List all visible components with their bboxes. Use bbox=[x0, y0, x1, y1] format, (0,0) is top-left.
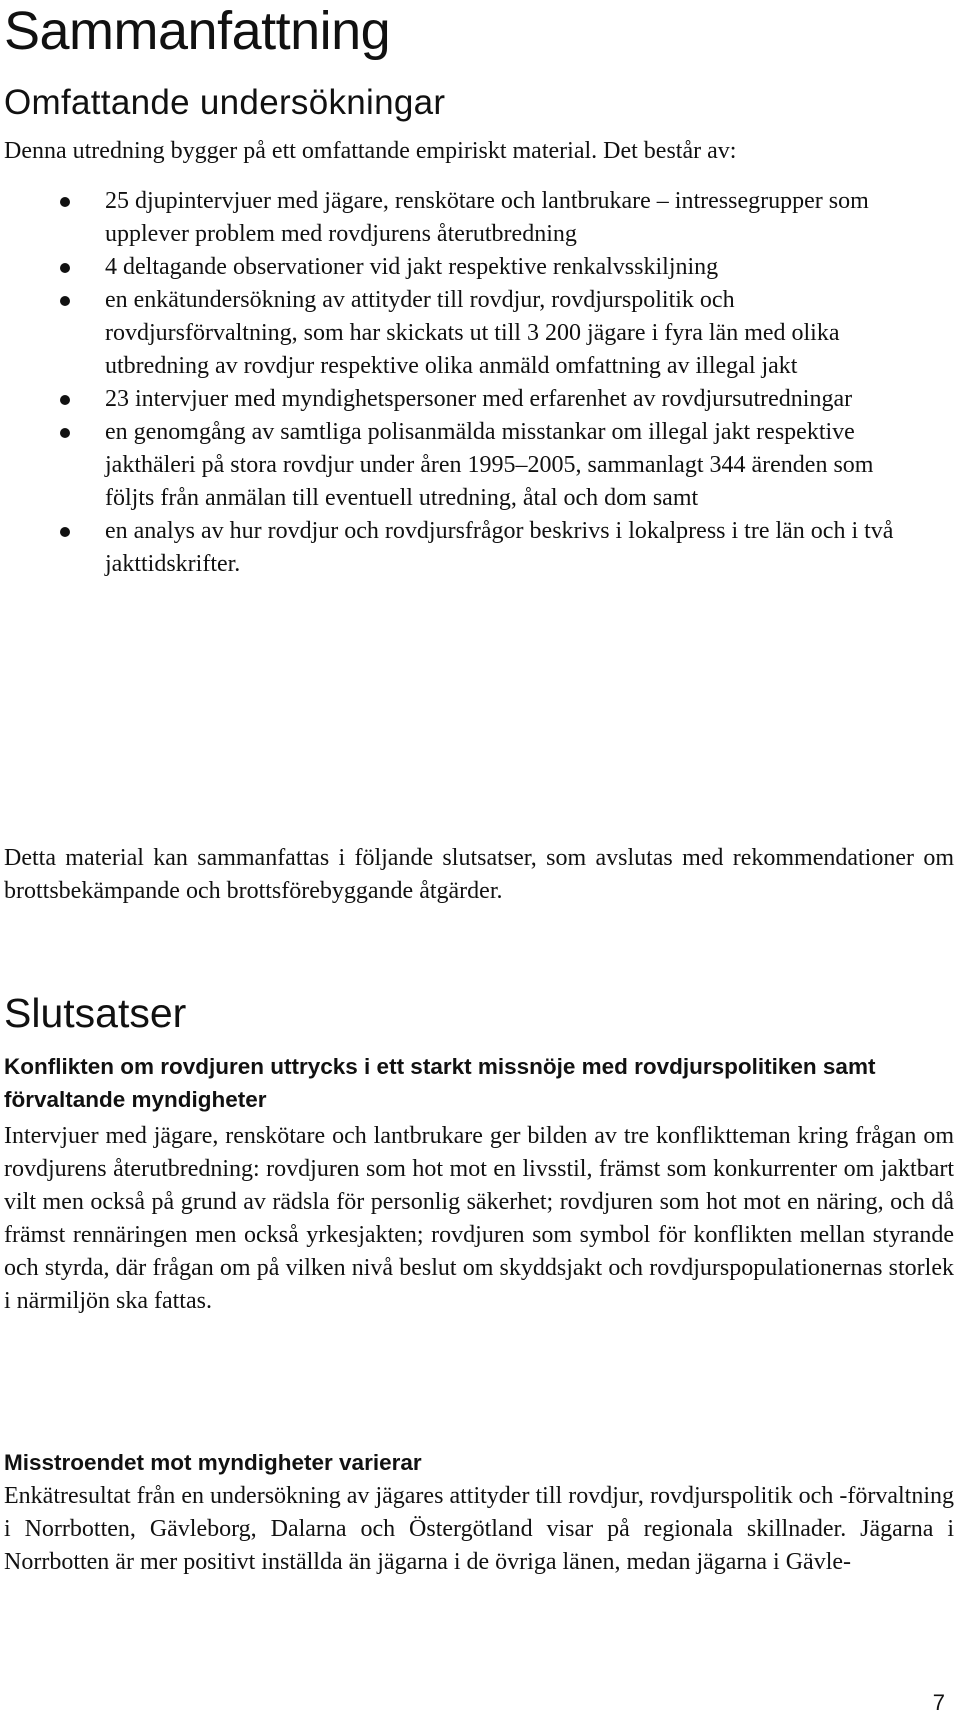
bullet-icon bbox=[60, 197, 70, 207]
konflikten-paragraph: Intervjuer med jägare, renskötare och lantbrukare ger bilden av tre konfliktteman kring frågan om rovdjurens återutbredning: rovdjuren som hot mot en livsstil, främst som konkurrenter om jaktbart vilt men också på grund av rädsla för personlig säkerhet; rovdjuren som hot mot en näring, och då främst rennäringen men också yrkesjakten; rovdjuren som symbol för konflikten mellan styrande och styrda, där frågan om på vilken nivå beslut om skyddsjakt och rovdjurspopulationernas storlek i närmiljön ska fattas. bbox=[4, 1123, 954, 1314]
page-title: Sammanfattning bbox=[4, 1, 391, 61]
bullet-icon bbox=[60, 263, 70, 273]
page-number: 7 bbox=[932, 1690, 945, 1715]
summary-paragraph: Detta material kan sammanfattas i följande slutsatser, som avslutas med rekommendationer om brottsbekämpande och brottsförebyggande åtgärder. bbox=[4, 845, 954, 904]
list-item: en enkätundersökning av attityder till rovdjur, rovdjurspolitik och rovdjursförvaltning, som har skickats ut till 3 200 jägare i fyra län med olika utbredning av rovdjur respektive olika anmäld omfattning av illegal jakt bbox=[0, 284, 925, 383]
intro-paragraph: Denna utredning bygger på ett omfattande empiriskt material. Det består av: bbox=[4, 138, 737, 164]
material-bullet-list bbox=[0, 185, 960, 581]
bullet-icon bbox=[60, 296, 70, 306]
list-item: 23 intervjuer med myndighetspersoner med erfarenhet av rovdjursutredningar bbox=[0, 383, 925, 416]
subheading-konflikten: Konflikten om rovdjuren uttrycks i ett starkt missnöje med rovdjurspolitiken samt förvaltande myndigheter bbox=[4, 1054, 876, 1112]
list-item: en analys av hur rovdjur och rovdjursfrågor beskrivs i lokalpress i tre län och i två jakttidskrifter. bbox=[0, 515, 925, 581]
bullet-icon bbox=[60, 395, 70, 405]
list-item: 4 deltagande observationer vid jakt respektive renkalvsskiljning bbox=[0, 251, 925, 284]
bullet-icon bbox=[60, 428, 70, 438]
list-item: 25 djupintervjuer med jägare, renskötare och lantbrukare – intressegrupper som upplever problem med rovdjurens återutbredning bbox=[0, 185, 925, 251]
misstroendet-paragraph: Enkätresultat från en undersökning av jägares attityder till rovdjur, rovdjurspolitik och -förvaltning i Norrbotten, Gävleborg, Dalarna och Östergötland visar på regionala skillnader. Jägarna i Norrbotten är mer positivt inställda än jägarna i de övriga länen, medan jägarna i Gävle- bbox=[4, 1483, 954, 1575]
bullet-icon bbox=[60, 527, 70, 537]
section-heading-omfattande: Omfattande undersökningar bbox=[4, 83, 446, 122]
list-item: en genomgång av samtliga polisanmälda misstankar om illegal jakt respektive jakthäleri på stora rovdjur under åren 1995–2005, sammanlagt 344 ärenden som följts från anmälan till eventuell utredning, åtal och dom samt bbox=[0, 416, 925, 515]
section-heading-slutsatser: Slutsatser bbox=[4, 990, 187, 1036]
subheading-misstroendet: Misstroendet mot myndigheter varierar bbox=[4, 1450, 422, 1475]
